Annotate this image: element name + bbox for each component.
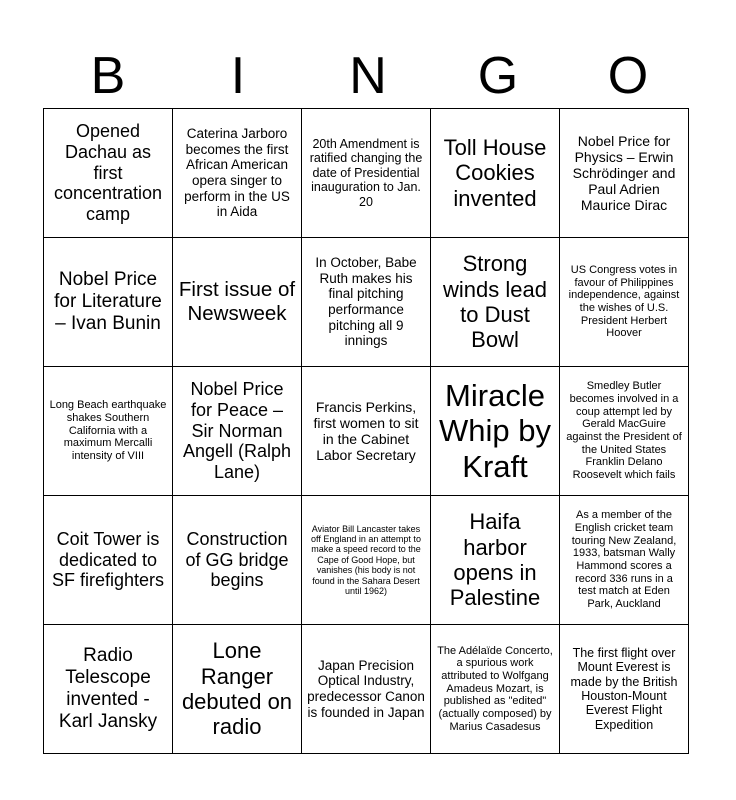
bingo-cell[interactable]: Japan Precision Optical Industry, predecessor Canon is founded in Japan [302,625,431,754]
bingo-header [43,48,693,104]
header-letter-o: O [607,47,649,105]
bingo-cell[interactable]: Nobel Price for Literature – Ivan Bunin [44,238,173,367]
bingo-cell[interactable]: Long Beach earthquake shakes Southern California with a maximum Mercalli intensity of VIII [44,367,173,496]
bingo-cell[interactable]: Caterina Jarboro becomes the first African American opera singer to perform in the US in Aida [173,109,302,238]
bingo-cell[interactable]: Haifa harbor opens in Palestine [431,496,560,625]
bingo-cell[interactable]: Nobel Price for Peace – Sir Norman Angell (Ralph Lane) [173,367,302,496]
bingo-cell[interactable]: Strong winds lead to Dust Bowl [431,238,560,367]
bingo-cell[interactable]: The Adélaïde Concerto, a spurious work attributed to Wolfgang Amadeus Mozart, is published as "edited" (actually composed) by Marius Casadesus [431,625,560,754]
bingo-cell[interactable]: Radio Telescope invented - Karl Jansky [44,625,173,754]
header-letter-n: N [349,47,387,105]
bingo-cell[interactable]: In October, Babe Ruth makes his final pitching performance pitching all 9 innings [302,238,431,367]
bingo-cell[interactable]: Francis Perkins, first women to sit in the Cabinet Labor Secretary [302,367,431,496]
bingo-cell[interactable]: US Congress votes in favour of Philippines independence, against the wishes of U.S. President Herbert Hoover [560,238,689,367]
header-letter-b: B [90,47,126,105]
header-letter-g: G [477,47,519,105]
bingo-cell[interactable]: Construction of GG bridge begins [173,496,302,625]
bingo-cell[interactable]: Coit Tower is dedicated to SF firefighters [44,496,173,625]
bingo-cell[interactable]: Lone Ranger debuted on radio [173,625,302,754]
bingo-cell[interactable]: Opened Dachau as first concentration camp [44,109,173,238]
header-letter-i: I [230,47,246,105]
bingo-card [43,108,689,754]
bingo-cell[interactable]: As a member of the English cricket team touring New Zealand, 1933, batsman Wally Hammond scores a record 336 runs in a test match at Eden Park, Auckland [560,496,689,625]
bingo-row [44,238,689,367]
bingo-cell[interactable]: Toll House Cookies invented [431,109,560,238]
bingo-row [44,496,689,625]
bingo-cell[interactable]: Nobel Price for Physics – Erwin Schrödinger and Paul Adrien Maurice Dirac [560,109,689,238]
bingo-cell[interactable]: The first flight over Mount Everest is made by the British Houston-Mount Everest Flight Expedition [560,625,689,754]
bingo-cell[interactable]: 20th Amendment is ratified changing the date of Presidential inauguration to Jan. 20 [302,109,431,238]
bingo-cell[interactable]: Aviator Bill Lancaster takes off England in an attempt to make a speed record to the Cape of Good Hope, but vanishes (his body is not found in the Sahara Desert until 1962) [302,496,431,625]
bingo-cell[interactable]: Miracle Whip by Kraft [431,367,560,496]
bingo-row [44,367,689,496]
bingo-cell[interactable]: Smedley Butler becomes involved in a coup attempt led by Gerald MacGuire against the President of the United States Franklin Delano Roosevelt which fails [560,367,689,496]
bingo-row [44,109,689,238]
bingo-row [44,625,689,754]
bingo-cell[interactable]: First issue of Newsweek [173,238,302,367]
